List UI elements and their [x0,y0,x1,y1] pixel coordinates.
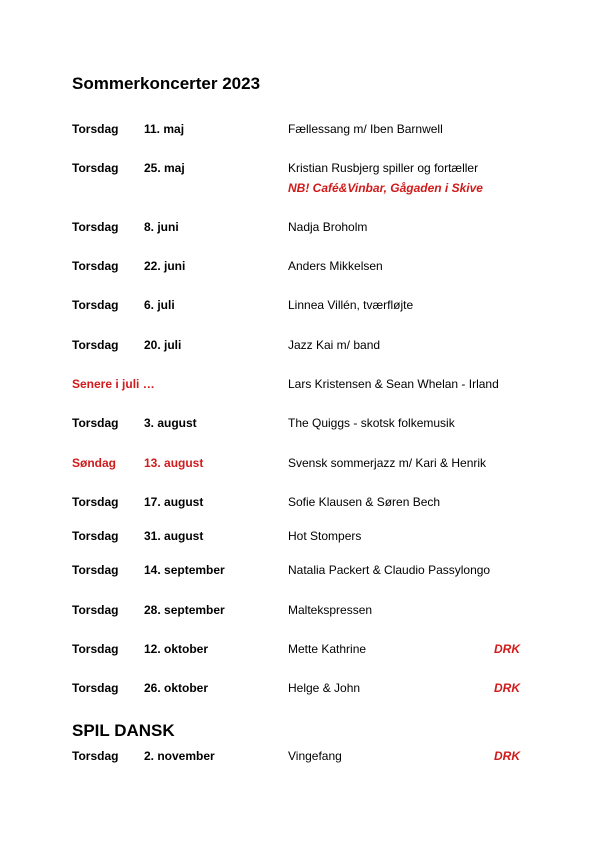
event-label: Svensk sommerjazz m/ Kari & Henrik [288,456,487,470]
day-label: Søndag [72,456,116,470]
date-label: 22. juni [144,259,186,273]
section-title: SPIL DANSK [72,721,175,740]
date-label: 20. juli [144,338,182,352]
event-label: Kristian Rusbjerg spiller og fortæller [288,161,479,175]
date-label: 25. maj [144,161,185,175]
day-label: Torsdag [72,338,119,352]
date-label: 2. november [144,749,215,763]
event-label: The Quiggs - skotsk folkemusik [288,416,455,430]
day-label: Torsdag [72,529,119,543]
event-label: Nadja Broholm [288,220,368,234]
day-label: Senere i juli … [72,377,155,391]
date-label: 11. maj [144,122,185,136]
event-label: Anders Mikkelsen [288,259,383,273]
event-label: Natalia Packert & Claudio Passylongo [288,563,491,577]
day-label: Torsdag [72,603,119,617]
event-label: Maltekspressen [288,603,373,617]
event-label: Linnea Villén, tværfløjte [288,298,414,312]
venue-note: NB! Café&Vinbar, Gågaden i Skive [288,181,483,195]
day-label: Torsdag [72,161,119,175]
event-label: Helge & John [288,681,361,695]
event-label: Jazz Kai m/ band [288,338,381,352]
day-label: Torsdag [72,563,119,577]
date-label: 8. juni [144,220,179,234]
drk-tag: DRK [494,642,520,656]
date-label: 26. oktober [144,681,209,695]
date-label: 13. august [144,456,204,470]
event-label: Fællessang m/ Iben Barnwell [288,122,443,136]
drk-tag: DRK [494,749,520,763]
event-label: Sofie Klausen & Søren Bech [288,495,441,509]
day-label: Torsdag [72,298,119,312]
day-label: Torsdag [72,259,119,273]
event-label: Vingefang [288,749,342,763]
day-label: Torsdag [72,220,119,234]
drk-tag: DRK [494,681,520,695]
event-label: Hot Stompers [288,529,362,543]
date-label: 14. september [144,563,225,577]
date-label: 3. august [144,416,197,430]
day-label: Torsdag [72,122,119,136]
day-label: Torsdag [72,681,119,695]
day-label: Torsdag [72,749,119,763]
event-label: Mette Kathrine [288,642,367,656]
date-label: 6. juli [144,298,175,312]
date-label: 28. september [144,603,225,617]
day-label: Torsdag [72,416,119,430]
day-label: Torsdag [72,495,119,509]
date-label: 31. august [144,529,204,543]
date-label: 12. oktober [144,642,209,656]
event-label: Lars Kristensen & Sean Whelan - Irland [288,377,499,391]
day-label: Torsdag [72,642,119,656]
date-label: 17. august [144,495,204,509]
page-title: Sommerkoncerter 2023 [72,74,261,93]
